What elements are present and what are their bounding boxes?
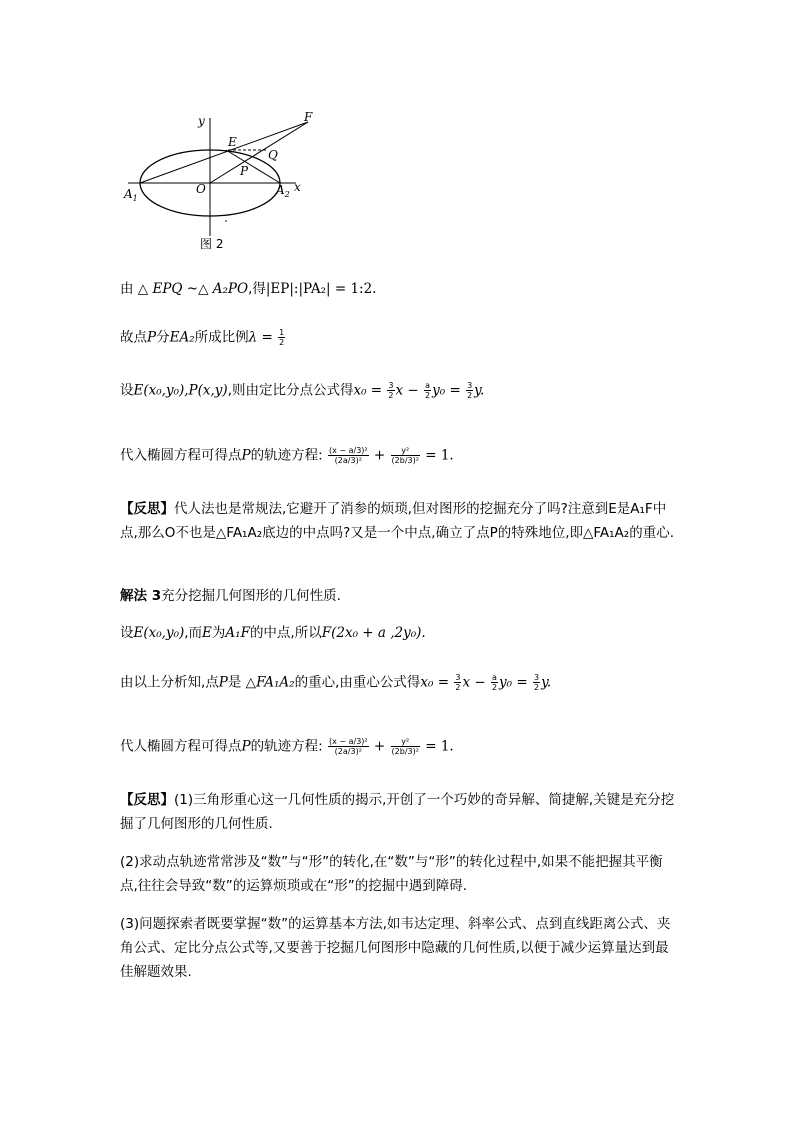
fraction-numerator: 3: [534, 673, 540, 682]
fraction: [491, 673, 498, 692]
math-segment: x₀ =: [353, 382, 387, 399]
fraction: [466, 381, 473, 400]
fraction: [278, 328, 285, 347]
math-segment: +: [373, 738, 386, 755]
math-segment: P: [241, 447, 251, 464]
text-segment: 由 △: [120, 281, 153, 297]
fraction: [387, 381, 394, 400]
text-segment: 的中点,所以: [249, 625, 322, 641]
label-y: y: [198, 114, 205, 128]
math-segment: +: [373, 447, 386, 464]
label-a2: $A_2$: [276, 183, 290, 199]
math-segment: EA₂: [169, 329, 195, 346]
math-segment: x₀ =: [420, 674, 450, 691]
label-q: Q: [268, 148, 278, 162]
text-segment: 的轨迹方程:: [250, 738, 323, 755]
section-formula-line: [120, 381, 484, 400]
paragraph-text: (2)求动点轨迹常常涉及“数”与“形”的转化,在“数”与“形”的转化过程中,如果不能把握其平衡点,往往会导致“数”的运算烦琐或在“形”的挖掘中遇到障碍.: [120, 854, 663, 894]
text-segment: 设: [120, 625, 134, 641]
fraction-denominator: 2: [534, 683, 540, 692]
fraction-denominator: 2: [491, 683, 498, 692]
math-segment: P: [147, 329, 157, 346]
fraction-numerator: 3: [455, 673, 461, 682]
ellipse-figure: [118, 108, 328, 256]
label-a1: $A_1$: [124, 187, 138, 203]
method-tag: 解法 3: [120, 588, 162, 604]
text-segment: 由以上分析知,点: [120, 674, 219, 691]
text-segment: ,得: [248, 281, 266, 297]
math-segment: E(x₀,y₀),P(x,y): [133, 382, 228, 399]
label-p: P: [240, 164, 249, 178]
paragraph-text: 代人法也是常规法,它避开了消参的烦琐,但对图形的挖掘充分了吗?注意到E是A₁F中点,那么O不也是△FA₁A₂底边的中点吗?又是一个中点,确立了点P的特殊地位,即△FA₁A₂的重心.: [120, 501, 674, 541]
fraction-denominator: (2b/3)²: [391, 747, 419, 756]
label-e: E: [228, 135, 237, 149]
fraction-denominator: 2: [467, 391, 473, 400]
fraction-numerator: 3: [388, 381, 394, 390]
math-segment: y₀ =: [432, 382, 461, 399]
reflection-point-3: [120, 912, 680, 984]
fraction: [391, 737, 420, 756]
text-segment: 代入椭圆方程可得点: [120, 447, 242, 464]
label-f: F: [304, 110, 313, 124]
method-3-heading: [120, 588, 341, 604]
math-segment: = 1.: [425, 447, 454, 464]
fraction-numerator: 1: [279, 328, 285, 337]
reflection-paragraph-2: [120, 788, 680, 836]
text-segment: 所成比例: [194, 329, 249, 346]
reflection-tag: 【反思】: [120, 792, 174, 808]
label-o: O: [196, 182, 206, 196]
math-segment: = 1.: [425, 738, 454, 755]
fraction-denominator: 2: [279, 338, 285, 347]
fraction-numerator: 3: [467, 381, 473, 390]
reflection-paragraph-1: [120, 497, 680, 545]
fraction-numerator: y²: [391, 737, 420, 747]
math-segment: y.: [474, 382, 485, 399]
reflection-tag: 【反思】: [120, 501, 174, 517]
fraction-numerator: y²: [391, 446, 420, 456]
math-segment: FA₁A₂: [256, 674, 295, 691]
math-segment: A₁F: [225, 625, 250, 641]
fraction-numerator: (x − a/3)²: [328, 737, 368, 746]
fraction-numerator: a: [425, 381, 431, 390]
text-segment: 的轨迹方程:: [250, 447, 323, 464]
fraction-numerator: (x − a/3)²: [328, 446, 368, 455]
math-segment: x −: [462, 674, 486, 691]
paragraph-text: (3)问题探索者既要掌握“数”的运算基本方法,如韦达定理、斜率公式、点到直线距离公式、夹角公式、定比分点公式等,又要善于挖掘几何图形中隐藏的几何性质,以便于减少运算量达到最佳解题效果.: [120, 916, 671, 980]
math-segment: P: [241, 738, 251, 755]
math-segment: y₀ =: [499, 674, 528, 691]
fraction: [454, 673, 461, 692]
fraction-denominator: (2b/3)²: [391, 456, 419, 465]
text-segment: ,而: [184, 625, 203, 641]
math-segment: F(2x₀ + a ,2y₀).: [321, 625, 426, 641]
fraction: [424, 381, 431, 400]
ratio-line: [120, 328, 286, 347]
math-segment: P: [218, 674, 228, 691]
math-segment: λ =: [248, 329, 273, 346]
fraction: [533, 673, 540, 692]
fraction: [328, 446, 369, 465]
centroid-formula-line: [120, 673, 551, 692]
locus-equation-line-1: [120, 446, 454, 465]
math-segment: x −: [395, 382, 419, 399]
text-segment: 代人椭圆方程可得点: [120, 738, 242, 755]
math-segment: EPQ ~△ A₂PO: [152, 281, 249, 297]
text-segment: ,则由定比分点公式得: [227, 382, 354, 399]
fraction-denominator: 2: [425, 391, 431, 400]
math-segment: y.: [541, 674, 552, 691]
paragraph-text: (1)三角形重心这一几何性质的揭示,开创了一个巧妙的奇异解、简捷解,关键是充分挖掘了几何图形的几何性质.: [120, 792, 675, 832]
similar-triangles-line: [120, 281, 376, 297]
text-segment: 设: [120, 382, 134, 399]
figure-caption: 图 2: [200, 237, 224, 251]
midpoint-line: [120, 625, 426, 641]
fraction-denominator: 2: [455, 683, 461, 692]
fraction-numerator: a: [492, 673, 497, 682]
locus-equation-line-2: [120, 737, 454, 756]
text-segment: 故点: [120, 329, 147, 346]
text-segment: 充分挖掘几何图形的几何性质.: [161, 588, 341, 604]
math-segment: |EP|:|PA₂| = 1:2.: [265, 281, 377, 297]
ellipse-diagram: [118, 108, 328, 256]
text-segment: 的重心,由重心公式得: [294, 674, 421, 691]
math-segment: E: [202, 625, 212, 641]
math-segment: E(x₀,y₀): [133, 625, 185, 641]
fraction-denominator: (2a/3)²: [334, 747, 362, 756]
label-x: x: [294, 180, 301, 194]
fraction-denominator: 2: [388, 391, 394, 400]
fraction: [328, 737, 369, 756]
reflection-point-2: [120, 850, 680, 898]
text-segment: 是 △: [227, 674, 257, 691]
small-dot: [225, 220, 227, 222]
fraction: [391, 446, 420, 465]
text-segment: 为: [211, 625, 226, 641]
text-segment: 分: [156, 329, 170, 346]
fraction-denominator: (2a/3)²: [334, 456, 362, 465]
